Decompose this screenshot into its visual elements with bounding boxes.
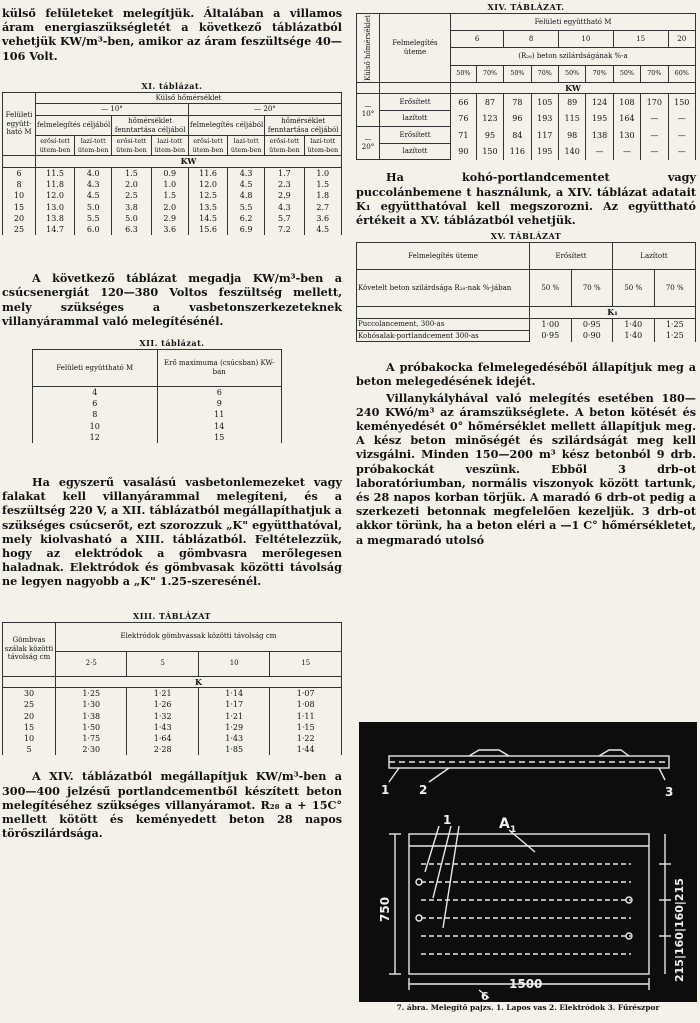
- table-cell: 6.0: [75, 224, 112, 235]
- t14-m: 6: [451, 31, 504, 48]
- table-cell: 95: [476, 127, 503, 144]
- table-cell: 1·64: [127, 733, 198, 744]
- table-cell: 1·07: [270, 688, 342, 700]
- table-cell: 1·43: [127, 722, 198, 733]
- t15-pct: 50 %: [613, 270, 655, 307]
- table-cell: 20: [3, 213, 36, 224]
- table-cell: Erősített: [380, 127, 451, 144]
- table-cell: 10: [3, 733, 56, 744]
- t11-sub: lazí-tott ütem-ben: [75, 136, 112, 156]
- table-row: [3, 213, 342, 224]
- table-14: [356, 13, 696, 160]
- table-cell: 2.5: [112, 190, 151, 201]
- table-cell: 5.5: [75, 213, 112, 224]
- table-row: [3, 190, 342, 201]
- table-cell: 12.0: [36, 190, 75, 201]
- table-cell: 2·28: [127, 744, 198, 755]
- table-cell: 138: [586, 127, 613, 144]
- table-cell: —: [668, 143, 695, 160]
- table-15: [356, 242, 696, 342]
- heating-shield-drawing: [359, 722, 697, 1002]
- table-cell: 15: [3, 722, 56, 733]
- table-cell: 1·15: [270, 722, 342, 733]
- t14-strength-header: (R₂₈) beton szilárdságának %-a: [451, 48, 696, 65]
- table-cell: 195: [586, 111, 613, 127]
- table-cell: 170: [641, 94, 668, 111]
- table-cell: 164: [613, 111, 640, 127]
- table12-title: XII. táblázat.: [139, 338, 205, 348]
- table-cell: 76: [451, 111, 477, 127]
- t11-sub: erősí-tett ütem-ben: [112, 136, 151, 156]
- label-1-panel: 1: [443, 813, 452, 827]
- table-cell: 2.9: [151, 213, 188, 224]
- t15-col1: Felmelegítés üteme: [357, 243, 530, 270]
- t11-unit: KW: [36, 156, 342, 168]
- table-cell: 1·21: [127, 688, 198, 700]
- table-cell: 150: [668, 94, 695, 111]
- table-cell: 15.6: [188, 224, 227, 235]
- t13-col: 10: [198, 651, 269, 676]
- t13-col: 2·5: [56, 651, 127, 676]
- table-cell: 90: [451, 143, 477, 160]
- t14-m: 8: [504, 31, 559, 48]
- table-row: [357, 318, 696, 330]
- table-cell: 108: [613, 94, 640, 111]
- table-cell: 1·21: [198, 711, 269, 722]
- table-cell: 1·40: [613, 330, 655, 342]
- table-cell: 115: [558, 111, 585, 127]
- t11-sub: erősí-tett ütem-ben: [188, 136, 227, 156]
- table-cell: 11: [157, 409, 282, 420]
- paragraph-7: Villanykályhával való melegítés esetében 180—240 KWó/m³ az áramszükséglete. A beton kötését és keményedését 0° hőmérséklet mellett állapítjuk meg. A kész beton minőségét és szilárdságát meg kell vizsgálni. Minden 150—200 m³ kész betonból 9 drb. próbakockát veszünk. Ebből 3 drb-ot laboratóriumban, normális viszonyok között tartunk, és 28 napos korban törjük. A maradó 6 drb-ot pedig a szerkezeti betonnak megfelelően kezeljük. 3 drb-ot akkor törünk, ha a beton eléri a —1 C° hőmérsékletet, a megmaradó utolsó: [356, 390, 696, 547]
- table-cell: Erősített: [380, 94, 451, 111]
- table-cell: —: [586, 143, 613, 160]
- table-cell: 15: [3, 202, 36, 213]
- table-cell: 1.5: [304, 179, 341, 190]
- table-cell: 71: [451, 127, 477, 144]
- table-cell: 1.7: [265, 167, 304, 179]
- table-cell: 195: [531, 143, 558, 160]
- table-cell: 105: [531, 94, 558, 111]
- paragraph-2: A következő táblázat megadja KW/m³-ben a csúcsenergiát 120—380 Voltos feszültség mellett, mely szükséges a vasbetonszerkezeteknek villanyárammal való melegítésénél.: [2, 271, 342, 328]
- table-cell: 1·26: [127, 699, 198, 710]
- table-cell: 1·17: [198, 699, 269, 710]
- table-cell: 6.2: [228, 213, 265, 224]
- paragraph-4: A XIV. táblázatból megállapítjuk KW/m³-ben a 300—400 jelzésű portlandcementből készített beton melegítéséhez szükséges villanyáramot. R₂₈ a + 15C° mellett kötött és keményedett beton 28 napos törőszilárdsága.: [2, 769, 342, 841]
- t11-temp-1: — 10°: [36, 104, 189, 116]
- table-cell: 1·25: [654, 318, 696, 330]
- table-cell: 70%: [586, 65, 613, 82]
- table-cell: 140: [558, 143, 585, 160]
- t11-group: felmelegítés céljából: [36, 116, 112, 136]
- table-cell: 50%: [451, 65, 477, 82]
- t14-m: 20: [668, 31, 695, 48]
- table-cell: 98: [558, 127, 585, 144]
- electrode-connector: [469, 750, 509, 756]
- table-cell: —: [668, 111, 695, 127]
- t12-body: [33, 387, 282, 444]
- table-cell: 13.8: [36, 213, 75, 224]
- table-cell: 11.5: [36, 167, 75, 179]
- table-row: [357, 94, 696, 111]
- t11-top-header: Külső hőmérséklet: [36, 92, 342, 104]
- table-cell: 4.5: [304, 224, 341, 235]
- table-cell: 5.0: [112, 213, 151, 224]
- t14-unit: KW: [451, 82, 696, 94]
- table-row: [3, 722, 342, 733]
- t13-unit: K: [56, 676, 342, 688]
- table-cell: —: [613, 143, 640, 160]
- right-column: [356, 0, 696, 547]
- shield-panel: [409, 834, 649, 974]
- table-cell: 14.7: [36, 224, 75, 235]
- t11-sub: lazí-tott ütem-ben: [304, 136, 341, 156]
- table-cell: 4.3: [228, 167, 265, 179]
- table-cell: 96: [504, 111, 531, 127]
- table-cell: 5: [3, 744, 56, 755]
- table-cell: 1.0: [304, 167, 341, 179]
- table-cell: 1.8: [304, 190, 341, 201]
- table-cell: 3.8: [112, 202, 151, 213]
- t15-body: [357, 318, 696, 341]
- table-cell: 14: [157, 421, 282, 432]
- table-cell: 2·30: [56, 744, 127, 755]
- table14-title: XIV. TÁBLÁZAT.: [487, 2, 565, 12]
- t11-sub: lazí-tott ütem-ben: [228, 136, 265, 156]
- table-cell: 6.3: [112, 224, 151, 235]
- t13-col: 5: [127, 651, 198, 676]
- label-b: 6: [481, 990, 489, 1002]
- table-cell: 50%: [504, 65, 531, 82]
- table-row: [33, 432, 282, 443]
- table-row: [33, 398, 282, 409]
- table-cell: 3.6: [151, 224, 188, 235]
- table-cell: 1·85: [198, 744, 269, 755]
- table-cell: 116: [504, 143, 531, 160]
- t14-row-header-text: Külső hőmérséklet: [363, 15, 372, 81]
- table-cell: 1·43: [198, 733, 269, 744]
- table-cell: —: [641, 143, 668, 160]
- table-row: [33, 421, 282, 432]
- t15-pct: 70 %: [571, 270, 613, 307]
- table-cell: 2.7: [304, 202, 341, 213]
- t15-col2: Erősített: [530, 243, 613, 270]
- table-cell: Kohósalak-portlandcement 300-as: [357, 330, 530, 342]
- table-row: [357, 330, 696, 342]
- t11-group: hőmérséklet fenntartása céljából: [112, 116, 189, 136]
- table-cell: 1·32: [127, 711, 198, 722]
- table-cell: 150: [476, 143, 503, 160]
- t13-col: 15: [270, 651, 342, 676]
- paragraph-3: Ha egyszerű vasalású vasbetonlemezeket vagy falakat kell villanyárammal melegíteni, és a feszültség 220 V, a XII. táblázatból megállapíthatjuk a szükséges csúcserőt, ezt szorozzuk „K" együtthatóval, mely kiolvasható a XIII. táblázatból. Feltételezzük, hogy az elektródok a gömbvasra merőlegesen haladnak. Elektródok és gömbvasak közötti távolság ne legyen nagyobb a „K" 1.25-szeresénél.: [2, 475, 342, 589]
- table-cell: 0.9: [151, 167, 188, 179]
- t14-mode-header: Felmelegítés üteme: [380, 14, 451, 83]
- table-cell: 0·95: [530, 330, 572, 342]
- table-cell: 70%: [531, 65, 558, 82]
- table-row: [3, 202, 342, 213]
- table-cell: 124: [586, 94, 613, 111]
- table-cell: — 20°: [357, 127, 380, 160]
- t15-col3: Lazított: [613, 243, 696, 270]
- t11-body: [3, 167, 342, 235]
- table-cell: —: [641, 111, 668, 127]
- table-cell: 9: [157, 398, 282, 409]
- table-row: [357, 127, 696, 144]
- table15-title: XV. TÁBLÁZAT: [490, 231, 562, 242]
- t13-top-header: Elektródok gömbvassak közötti távolság cm: [56, 622, 342, 651]
- table-cell: 1.5: [151, 190, 188, 201]
- table-cell: 6.9: [228, 224, 265, 235]
- figure-caption: 7. ábra. Melegítő pajzs. 1. Lapos vas 2. Elektródok 3. Fűrészpor: [396, 1003, 660, 1012]
- table-row: [3, 179, 342, 190]
- label-1: 1: [381, 783, 390, 797]
- table-cell: 14.5: [188, 213, 227, 224]
- left-column: [2, 0, 342, 840]
- table-row: [3, 711, 342, 722]
- table-cell: 50%: [613, 65, 640, 82]
- label-a1-sub: 1: [510, 825, 517, 835]
- table-cell: 6: [157, 387, 282, 399]
- table-cell: 4.8: [228, 190, 265, 201]
- table-cell: 0·95: [571, 318, 613, 330]
- t15-pct: 50 %: [530, 270, 572, 307]
- table-cell: 3.6: [304, 213, 341, 224]
- table-cell: 78: [504, 94, 531, 111]
- t14-top-header: Felületi együttható M: [451, 14, 696, 31]
- t11-group: hőmérséklet fenntartása céljából: [265, 116, 342, 136]
- t13-row-header: Gömbvas szálak közötti távolság cm: [3, 622, 56, 676]
- table-cell: 117: [531, 127, 558, 144]
- paragraph-5: Ha kohó-portlandcementet vagy puccolánbemene t használunk, a XIV. táblázat adatait K₁ együtthatóval kell megszorozni. Az együttható értékeit a XV. táblázatból vehetjük.: [356, 170, 696, 228]
- table-cell: 8: [3, 179, 36, 190]
- label-dim-w: 1500: [509, 977, 543, 991]
- table-cell: 1·38: [56, 711, 127, 722]
- t15-unit: K₁: [530, 307, 696, 319]
- table-cell: 1.0: [151, 179, 188, 190]
- table-cell: 6: [33, 398, 158, 409]
- table-row: [33, 387, 282, 399]
- table-cell: 20: [3, 711, 56, 722]
- table-cell: 123: [476, 111, 503, 127]
- t14-body: [357, 94, 696, 160]
- table-cell: 130: [613, 127, 640, 144]
- table-cell: 5.5: [228, 202, 265, 213]
- table-cell: 8: [33, 409, 158, 420]
- table-cell: 5.0: [75, 202, 112, 213]
- label-dim-h: 750: [378, 896, 392, 922]
- t14-m: 10: [558, 31, 613, 48]
- table-cell: 0·90: [571, 330, 613, 342]
- table-row: [3, 744, 342, 755]
- table-cell: 15: [157, 432, 282, 443]
- table-cell: 1·44: [270, 744, 342, 755]
- table-cell: 12.5: [188, 190, 227, 201]
- label-dim-side: 215|160|160|215: [673, 878, 686, 982]
- table-cell: 2.3: [265, 179, 304, 190]
- table-row: [357, 143, 696, 160]
- table-cell: 1.5: [112, 167, 151, 179]
- table-cell: 84: [504, 127, 531, 144]
- t13-body: [3, 688, 342, 756]
- table-cell: 12.0: [188, 179, 227, 190]
- table-cell: 2.0: [112, 179, 151, 190]
- table-cell: 11.6: [188, 167, 227, 179]
- table-row: [3, 167, 342, 179]
- t11-sub: erősí-tett ütem-ben: [36, 136, 75, 156]
- table-cell: Puccolancement, 300-as: [357, 318, 530, 330]
- table-cell: 66: [451, 94, 477, 111]
- t11-sub: erősí-tett ütem-ben: [265, 136, 304, 156]
- table-cell: 6: [3, 167, 36, 179]
- heating-shield-figure: [359, 722, 697, 1002]
- table-cell: 4.0: [75, 167, 112, 179]
- table-13: [2, 622, 342, 756]
- table-cell: 1·14: [198, 688, 269, 700]
- table-cell: 193: [531, 111, 558, 127]
- table-cell: 1·00: [530, 318, 572, 330]
- table-cell: —: [668, 127, 695, 144]
- table-cell: 1·29: [198, 722, 269, 733]
- table11-title: XI. táblázat.: [141, 80, 203, 91]
- table-11: [2, 92, 342, 235]
- table-cell: lazított: [380, 143, 451, 160]
- table-cell: 25: [3, 224, 36, 235]
- t12-col1: Felületi együttható M: [33, 350, 158, 387]
- t12-col2: Erő maximuma (csúcsban) KW-ban: [157, 350, 282, 387]
- table-cell: 70%: [476, 65, 503, 82]
- table-12: [32, 349, 282, 443]
- label-3: 3: [665, 785, 674, 799]
- table-cell: 1·08: [270, 699, 342, 710]
- table-cell: 11.8: [36, 179, 75, 190]
- t15-pct: 70 %: [654, 270, 696, 307]
- table-cell: 7.2: [265, 224, 304, 235]
- table-cell: 4: [33, 387, 158, 399]
- intro-paragraph: külső felületeket melegítjük. Általában a villamos áram energiaszükségletét a következő táblázatból vehetjük KW/m³-ben, amikor az áram feszültsége 40—106 Volt.: [2, 6, 342, 63]
- table-cell: 4.3: [75, 179, 112, 190]
- table-cell: 10: [3, 190, 36, 201]
- table-cell: lazított: [380, 111, 451, 127]
- table-cell: —: [641, 127, 668, 144]
- table-cell: 1·40: [613, 318, 655, 330]
- t14-m: 15: [613, 31, 668, 48]
- table-cell: 4.5: [228, 179, 265, 190]
- table-cell: 1·11: [270, 711, 342, 722]
- table-cell: 13.0: [36, 202, 75, 213]
- table-cell: 5.7: [265, 213, 304, 224]
- table-cell: 4.5: [75, 190, 112, 201]
- table-row: [3, 699, 342, 710]
- table-cell: 13.5: [188, 202, 227, 213]
- table-cell: 2.0: [151, 202, 188, 213]
- t11-group: felmelegítés céljából: [188, 116, 264, 136]
- table-cell: 1·75: [56, 733, 127, 744]
- table-cell: 12: [33, 432, 158, 443]
- table-cell: 1·22: [270, 733, 342, 744]
- table-row: [3, 224, 342, 235]
- table-cell: 1·50: [56, 722, 127, 733]
- table-cell: 87: [476, 94, 503, 111]
- table-cell: 50%: [558, 65, 585, 82]
- label-a1: A: [499, 816, 510, 832]
- table-row: [33, 409, 282, 420]
- table-cell: 1·25: [56, 688, 127, 700]
- table-cell: 2.9: [265, 190, 304, 201]
- table13-title: XIII. TÁBLÁZAT: [133, 610, 211, 621]
- t11-temp-2: — 20°: [188, 104, 341, 116]
- table-cell: — 10°: [357, 94, 380, 127]
- t15-req-label: Követelt beton szilárdsága R₂₈-nak %-jában: [357, 270, 530, 307]
- table-row: [3, 733, 342, 744]
- table-cell: 89: [558, 94, 585, 111]
- t14-row-header: [357, 14, 380, 83]
- table-cell: 30: [3, 688, 56, 700]
- table-cell: 70%: [641, 65, 668, 82]
- table-cell: 4.3: [265, 202, 304, 213]
- t11-row-header: Felületi együtt-ható M: [3, 92, 36, 156]
- table-cell: 25: [3, 699, 56, 710]
- table-row: [357, 111, 696, 127]
- table-row: [3, 688, 342, 700]
- paragraph-6: A próbakocka felmelegedéséből állapítjuk meg a beton melegedésének idejét.: [356, 360, 696, 389]
- table-cell: 60%: [668, 65, 695, 82]
- table-cell: 1·25: [654, 330, 696, 342]
- t11-sub: lazí-tott ütem-ben: [151, 136, 188, 156]
- table-cell: 10: [33, 421, 158, 432]
- label-2: 2: [419, 783, 428, 797]
- table-cell: 1·30: [56, 699, 127, 710]
